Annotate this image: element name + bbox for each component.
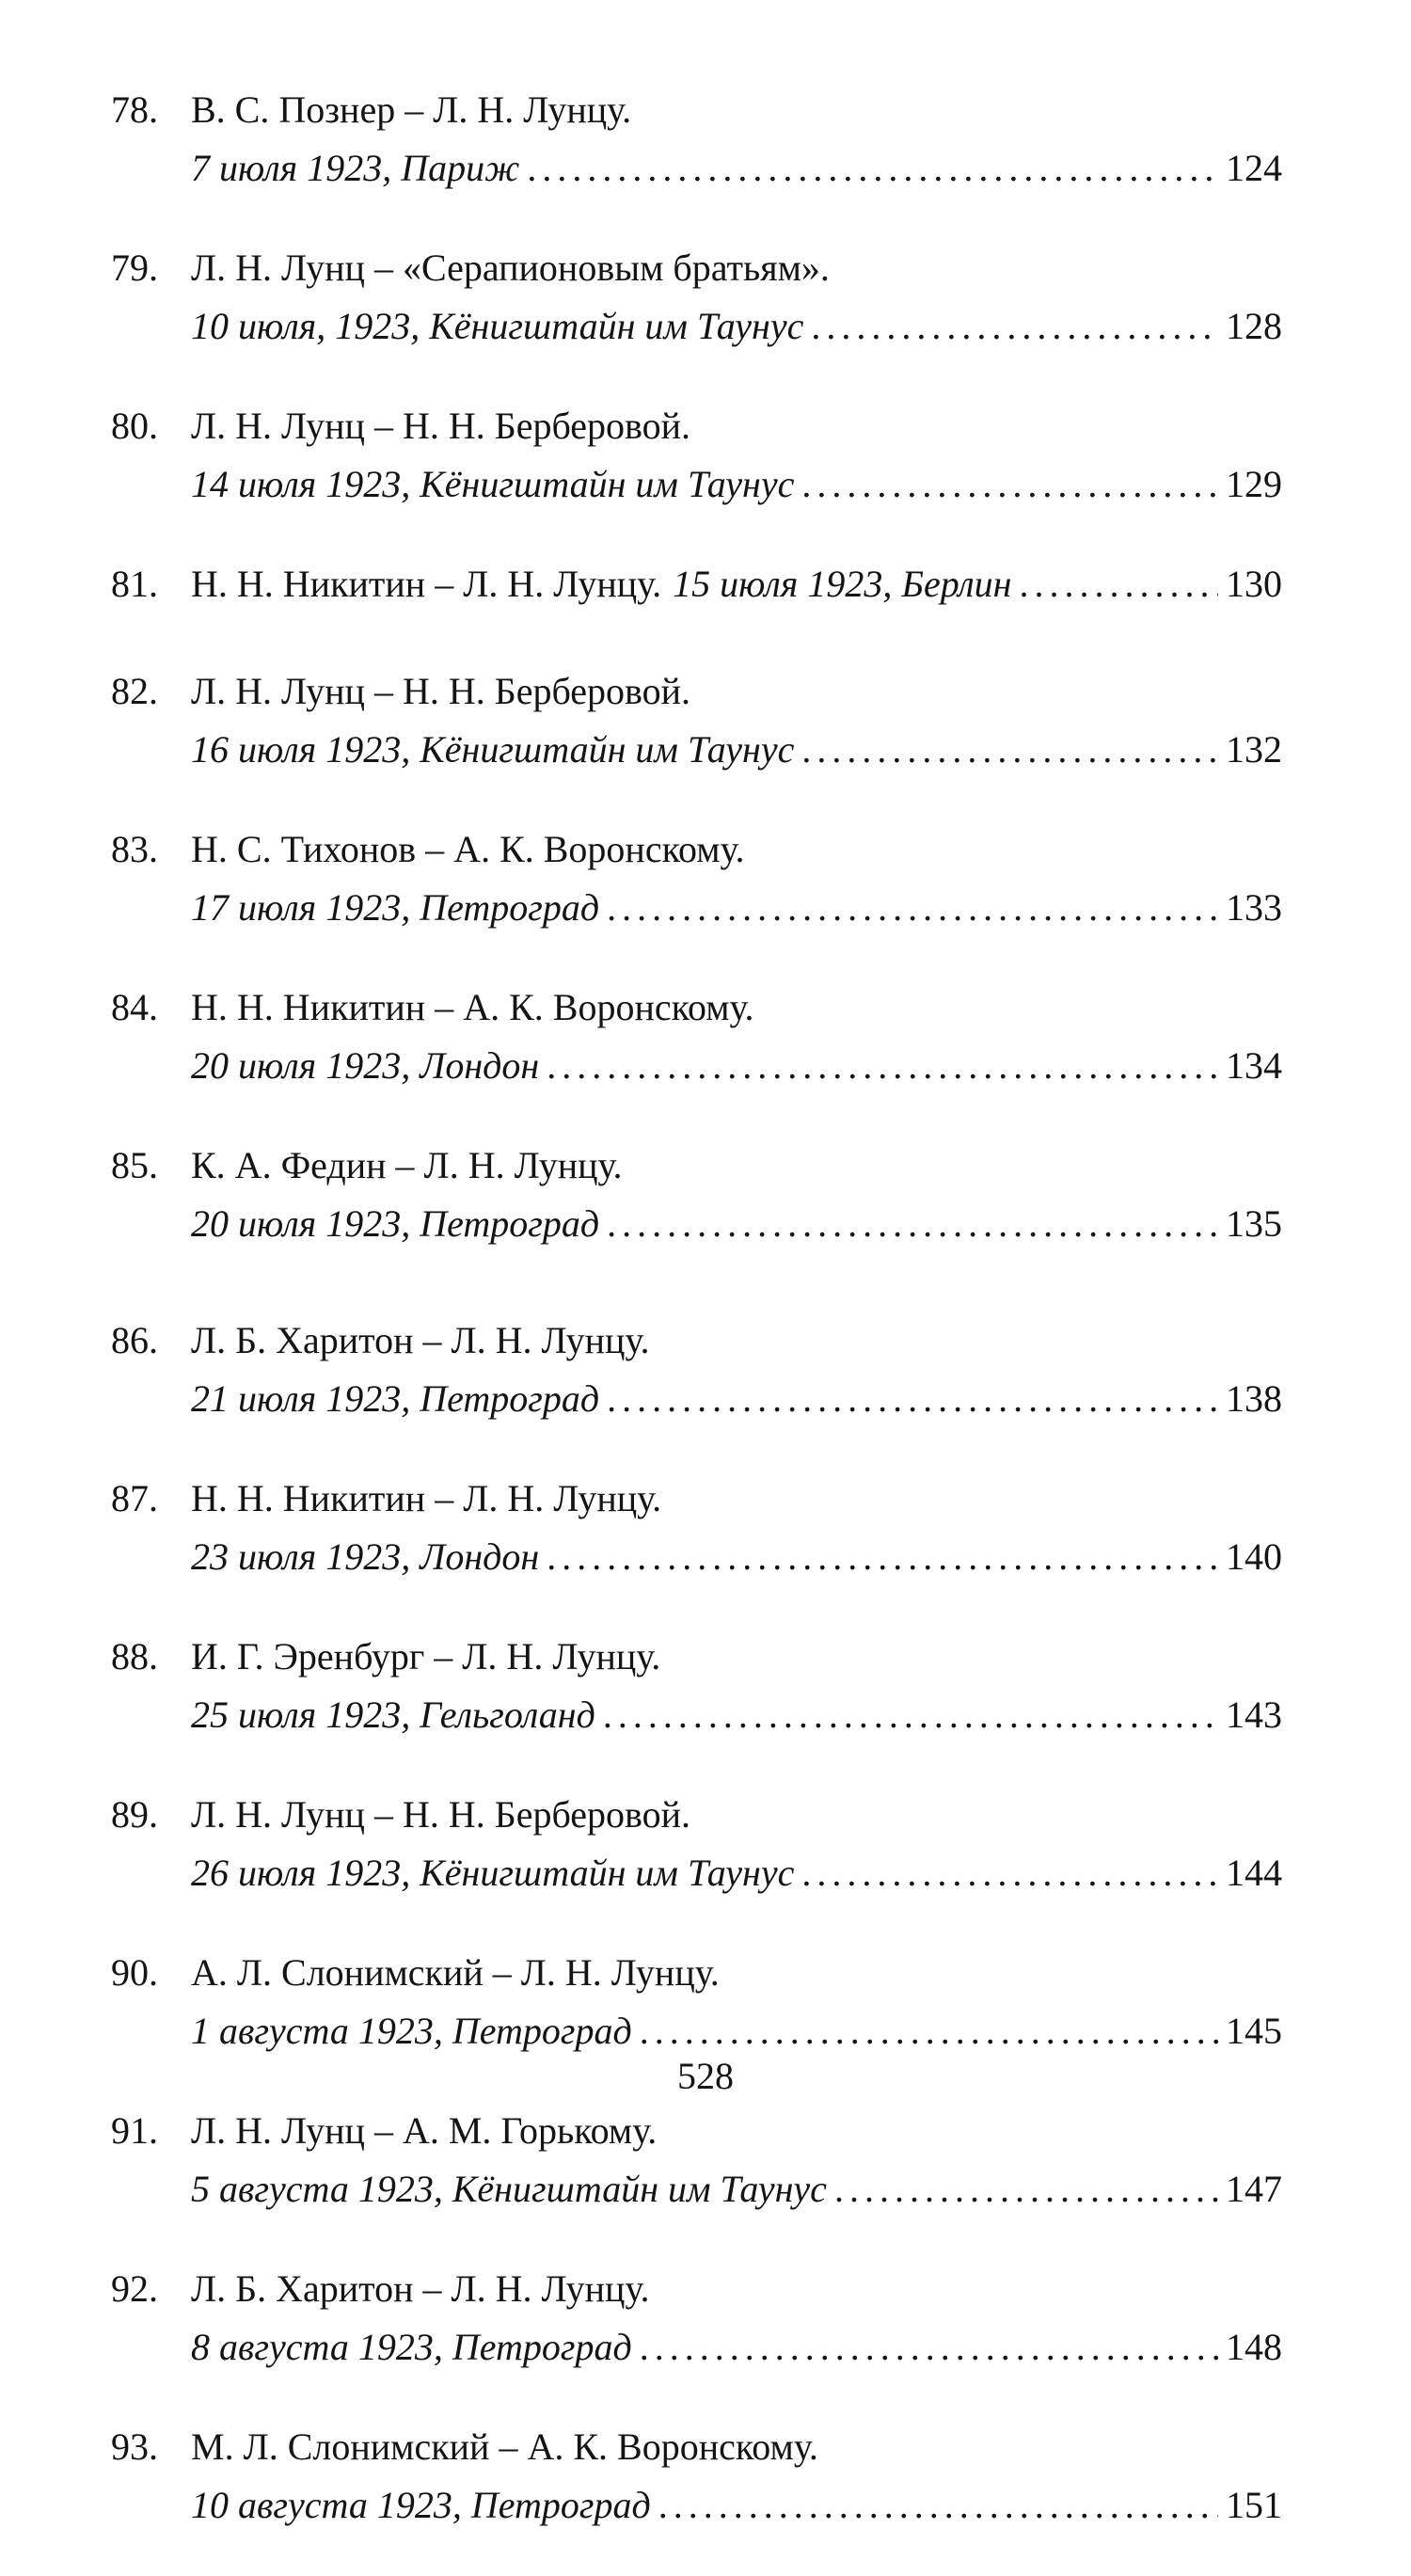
toc-entry-78: [111, 81, 1282, 198]
entry-date-place: 1 августа 1923, Петроград: [191, 2010, 632, 2052]
entry-title: Л. Б. Харитон – Л. Н. Лунцу.: [191, 2267, 650, 2310]
entry-number: 83.: [111, 828, 158, 870]
entry-date-place: 7 июля 1923, Париж: [191, 147, 520, 189]
dot-leader: [640, 2002, 1218, 2060]
entry-title: Л. Н. Лунц – «Серапионовым братьям».: [191, 246, 830, 289]
entry-page-number: 130: [1226, 563, 1282, 605]
entry-page-number: 151: [1226, 2484, 1282, 2526]
entry-page-number: 135: [1226, 1202, 1282, 1245]
page-number: 528: [677, 2055, 734, 2097]
entry-date-place: 21 июля 1923, Петроград: [191, 1377, 600, 1420]
dot-leader: [801, 1844, 1218, 1902]
entry-date-place: 15 июля 1923, Берлин: [673, 563, 1012, 605]
entry-number: 80.: [111, 405, 158, 447]
entry-title: Н. С. Тихонов – А. К. Воронскому.: [191, 828, 745, 870]
entry-number: 84.: [111, 986, 158, 1028]
dot-leader: [1020, 555, 1218, 613]
dot-leader: [607, 1370, 1218, 1428]
entry-number: 79.: [111, 246, 158, 289]
entry-title: М. Л. Слонимский – А. К. Воронскому.: [191, 2425, 818, 2468]
toc-entry-82: [111, 662, 1282, 779]
entry-title: Л. Б. Харитон – Л. Н. Лунцу.: [191, 1319, 650, 1361]
entry-page-number: 132: [1226, 728, 1282, 771]
toc-entry-87: [111, 1470, 1282, 1586]
toc-entry-93: [111, 2418, 1282, 2535]
entry-page-number: 143: [1226, 1693, 1282, 1736]
entry-page-number: 147: [1226, 2168, 1282, 2210]
entry-number: 91.: [111, 2109, 158, 2152]
toc-entry-79: [111, 239, 1282, 356]
entry-date-place: 25 июля 1923, Гельголанд: [191, 1693, 595, 1736]
entry-title: А. Л. Слонимский – Л. Н. Лунцу.: [191, 1951, 720, 1994]
toc-entry-91: [111, 2102, 1282, 2218]
dot-leader: [811, 297, 1218, 356]
entry-number: 88.: [111, 1635, 158, 1678]
dot-leader: [640, 2318, 1218, 2377]
entry-date-place: 20 июля 1923, Петроград: [191, 1202, 600, 1245]
entry-title: К. А. Федин – Л. Н. Лунцу.: [191, 1144, 623, 1186]
dot-leader: [607, 879, 1218, 937]
entry-page-number: 148: [1226, 2326, 1282, 2368]
dot-leader: [547, 1037, 1218, 1095]
entry-page-number: 128: [1226, 305, 1282, 347]
toc-entry-80: [111, 397, 1282, 514]
entry-page-number: 134: [1226, 1044, 1282, 1087]
entry-title: Л. Н. Лунц – Н. Н. Берберовой.: [191, 670, 691, 712]
entry-page-number: 138: [1226, 1377, 1282, 1420]
toc-entry-88: [111, 1628, 1282, 1744]
entry-date-place: 10 июля, 1923, Кёнигштайн им Таунус: [191, 305, 804, 347]
entry-title: Л. Н. Лунц – А. М. Горькому.: [191, 2109, 658, 2152]
entry-page-number: 145: [1226, 2010, 1282, 2052]
entry-date-place: 20 июля 1923, Лондон: [191, 1044, 540, 1087]
toc-entry-83: [111, 820, 1282, 937]
entry-number: 78.: [111, 88, 158, 131]
toc-entry-81: [111, 555, 1282, 613]
dot-leader: [801, 721, 1218, 779]
toc-entry-84: [111, 978, 1282, 1095]
entry-number: 85.: [111, 1144, 158, 1186]
dot-leader: [547, 1528, 1218, 1586]
toc-entry-85: [111, 1137, 1282, 1253]
entry-number: 92.: [111, 2267, 158, 2310]
dot-leader: [658, 2476, 1218, 2535]
entry-date-place: 8 августа 1923, Петроград: [191, 2326, 632, 2368]
entry-page-number: 133: [1226, 886, 1282, 929]
entry-number: 90.: [111, 1951, 158, 1994]
toc-entry-89: [111, 1786, 1282, 1902]
entry-title: И. Г. Эренбург – Л. Н. Лунцу.: [191, 1635, 661, 1678]
entry-page-number: 144: [1226, 1852, 1282, 1894]
dot-leader: [527, 139, 1218, 198]
entry-title: Н. Н. Никитин – Л. Н. Лунцу.: [191, 563, 662, 605]
entry-title: Л. Н. Лунц – Н. Н. Берберовой.: [191, 405, 691, 447]
dot-leader: [603, 1686, 1218, 1744]
entry-page-number: 129: [1226, 463, 1282, 505]
entry-date-place: 14 июля 1923, Кёнигштайн им Таунус: [191, 463, 795, 505]
entry-title: Н. Н. Никитин – Л. Н. Лунцу.: [191, 1477, 662, 1519]
table-of-contents: [111, 81, 1282, 2576]
dot-leader: [834, 2160, 1218, 2218]
entry-number: 82.: [111, 670, 158, 712]
entry-page-number: 124: [1226, 147, 1282, 189]
entry-number: 81.: [111, 563, 158, 605]
entry-number: 87.: [111, 1477, 158, 1519]
toc-entry-90: [111, 1944, 1282, 2060]
entry-number: 89.: [111, 1793, 158, 1836]
dot-leader: [607, 1195, 1218, 1253]
entry-page-number: 140: [1226, 1535, 1282, 1578]
entry-date-place: 17 июля 1923, Петроград: [191, 886, 600, 929]
entry-number: 86.: [111, 1319, 158, 1361]
entry-date-place: 26 июля 1923, Кёнигштайн им Таунус: [191, 1852, 795, 1894]
dot-leader: [801, 455, 1218, 514]
entry-title: В. С. Познер – Л. Н. Лунцу.: [191, 88, 632, 131]
entry-date-place: 16 июля 1923, Кёнигштайн им Таунус: [191, 728, 795, 771]
entry-date-place: 10 августа 1923, Петроград: [191, 2484, 651, 2526]
entry-date-place: 23 июля 1923, Лондон: [191, 1535, 540, 1578]
toc-entry-92: [111, 2260, 1282, 2377]
entry-title: Н. Н. Никитин – А. К. Воронскому.: [191, 986, 754, 1028]
entry-title: Л. Н. Лунц – Н. Н. Берберовой.: [191, 1793, 691, 1836]
entry-number: 93.: [111, 2425, 158, 2468]
entry-date-place: 5 августа 1923, Кёнигштайн им Таунус: [191, 2168, 827, 2210]
toc-entry-86: [111, 1312, 1282, 1428]
